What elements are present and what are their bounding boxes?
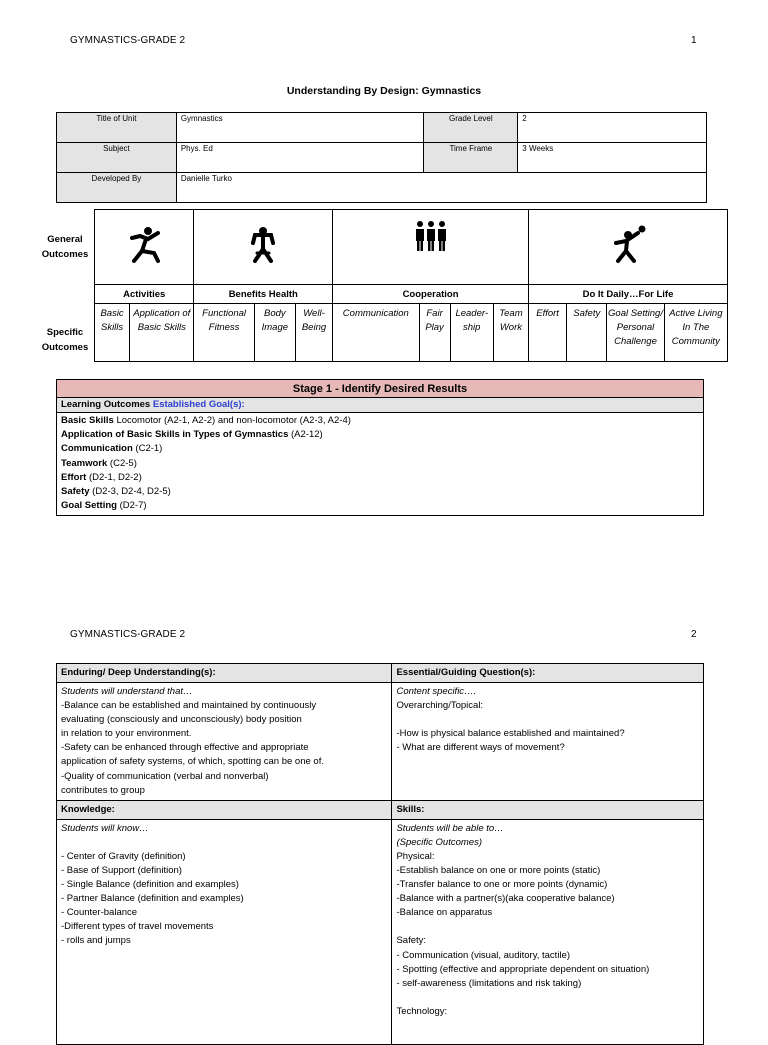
knowledge-line: - Partner Balance (definition and examples) xyxy=(61,893,244,905)
outcome-application-basic-skills: Application of Basic Skills xyxy=(130,304,194,362)
enduring-line: -Quality of communication (verbal and nonverbal) xyxy=(61,770,269,782)
category-benefits-health: Benefits Health xyxy=(194,285,333,304)
enduring-line: -Balance can be established and maintained by continuously xyxy=(61,700,317,712)
category-cooperation: Cooperation xyxy=(333,285,529,304)
goal-title: Teamwork xyxy=(61,457,108,469)
document-title: Understanding By Design: Gymnastics xyxy=(286,85,482,97)
essential-intro: Content specific…. xyxy=(396,686,477,697)
goal-codes: (A2-12) xyxy=(288,429,323,441)
goal-item xyxy=(61,457,699,471)
goal-item xyxy=(61,471,699,485)
goal-codes: (D2-1, D2-2) xyxy=(86,471,142,483)
goals-list xyxy=(57,413,704,516)
enduring-header: Enduring/ Deep Understanding(s): xyxy=(57,664,392,683)
unit-info-table xyxy=(56,112,707,203)
specific-outcomes-label: Specific Outcomes xyxy=(41,327,89,353)
skills-line: - self-awareness (limitations and risk taking) xyxy=(396,977,582,989)
enduring-line: in relation to your environment. xyxy=(61,728,192,740)
goal-codes: (C2-5) xyxy=(107,457,137,469)
outcome-functional-fitness: Functional Fitness xyxy=(194,304,254,362)
stage1-table xyxy=(56,379,704,516)
enduring-cell xyxy=(57,683,392,801)
outcome-effort: Effort xyxy=(529,304,567,362)
knowledge-line: - Single Balance (definition and examples) xyxy=(61,879,239,891)
knowledge-cell xyxy=(57,819,392,1044)
page2-header-title: GYMNASTICS-GRADE 2 xyxy=(70,629,186,640)
category-activities: Activities xyxy=(95,285,194,304)
subject-label: Subject xyxy=(57,143,177,173)
essential-line: Overarching/Topical: xyxy=(396,700,484,712)
skills-intro: Students will be able to… xyxy=(396,822,504,834)
essential-cell xyxy=(392,683,704,801)
enduring-line: application of safety systems, of which, spotting can be one of. xyxy=(61,756,324,768)
skills-line: -Establish balance on one or more points (static) xyxy=(396,865,601,877)
page-number: 1 xyxy=(691,35,697,46)
skills-line: - Communication (visual, auditory, tactile) xyxy=(396,949,570,961)
essential-header: Essential/Guiding Question(s): xyxy=(392,664,704,683)
goal-title: Basic Skills xyxy=(61,415,114,426)
essential-line xyxy=(396,713,699,727)
lifting-figure-icon xyxy=(194,210,333,285)
skills-intro-sub: (Specific Outcomes) xyxy=(396,836,482,848)
skills-line xyxy=(396,991,699,1005)
goal-item xyxy=(61,485,699,499)
outcome-body-image: Body Image xyxy=(254,304,295,362)
page2-number: 2 xyxy=(691,629,697,640)
learning-outcomes-header xyxy=(57,398,704,413)
knowledge-line: - Counter-balance xyxy=(61,907,138,919)
outcome-active-living: Active Living In The Community xyxy=(664,304,727,362)
running-figure-icon xyxy=(95,210,194,285)
outcome-team-work: Team Work xyxy=(493,304,528,362)
timeframe-value: 3 Weeks xyxy=(518,143,707,173)
group-figures-icon xyxy=(333,210,529,285)
essential-line: - What are different ways of movement? xyxy=(396,742,565,754)
subject-value: Phys. Ed xyxy=(176,143,424,173)
understanding-table xyxy=(56,663,704,1045)
goal-title: Goal Setting xyxy=(61,500,117,512)
knowledge-line: - rolls and jumps xyxy=(61,935,131,947)
outcome-safety: Safety xyxy=(567,304,607,362)
skills-header: Skills: xyxy=(392,800,704,819)
knowledge-line: - Center of Gravity (definition) xyxy=(61,850,186,862)
outcome-communication: Communication xyxy=(333,304,419,362)
goal-title: Safety xyxy=(61,486,90,498)
title-value: Gymnastics xyxy=(176,113,424,143)
skills-line: Safety: xyxy=(396,935,427,947)
skills-line: -Transfer balance to one or more points (dynamic) xyxy=(396,879,608,891)
goal-item xyxy=(61,414,699,428)
established-goals-label: Established Goal(s): xyxy=(152,399,245,410)
goal-codes: (C2-1) xyxy=(132,443,163,455)
enduring-line: contributes to group xyxy=(61,784,145,796)
general-outcomes-label: General Outcomes xyxy=(41,234,89,260)
outcome-goal-setting: Goal Setting/ Personal Challenge xyxy=(607,304,664,362)
goal-item xyxy=(61,442,699,456)
grade-label: Grade Level xyxy=(424,113,518,143)
enduring-line: evaluating (consciously and unconsciously) body position xyxy=(61,714,302,726)
stage1-title: Stage 1 - Identify Desired Results xyxy=(57,380,704,398)
skills-line: Physical: xyxy=(396,850,435,862)
goal-title: Application of Basic Skills in Types of Gymnastics xyxy=(61,429,289,441)
goal-item xyxy=(61,499,699,513)
outcome-fair-play: Fair Play xyxy=(419,304,450,362)
outcome-leadership: Leader-ship xyxy=(450,304,493,362)
developed-value: Danielle Turko xyxy=(176,173,706,203)
essential-line: -How is physical balance established and maintained? xyxy=(396,728,625,740)
category-do-it-daily: Do It Daily…For Life xyxy=(529,285,728,304)
goal-codes: Locomotor (A2-1, A2-2) and non-locomotor (A2-3, A2-4) xyxy=(113,415,351,426)
title-label: Title of Unit xyxy=(57,113,177,143)
knowledge-line: - Base of Support (definition) xyxy=(61,864,182,876)
grade-value: 2 xyxy=(518,113,707,143)
outcomes-table xyxy=(94,209,728,362)
goal-item xyxy=(61,428,699,442)
developed-label: Developed By xyxy=(57,173,177,203)
skills-line: -Balance on apparatus xyxy=(396,907,493,919)
skills-line: Technology: xyxy=(396,1005,448,1017)
goal-title: Effort xyxy=(61,471,87,483)
skills-line: - Spotting (effective and appropriate dependent on situation) xyxy=(396,963,650,975)
outcome-well-being: Well-Being xyxy=(295,304,332,362)
knowledge-intro: Students will know… xyxy=(61,822,149,834)
learning-outcomes-label: Learning Outcomes xyxy=(61,399,151,410)
enduring-intro: Students will understand that… xyxy=(61,686,193,697)
knowledge-header: Knowledge: xyxy=(57,800,392,819)
knowledge-line xyxy=(61,836,387,850)
skills-line: -Balance with a partner(s)(aka cooperative balance) xyxy=(396,893,615,905)
knowledge-line: -Different types of travel movements xyxy=(61,921,214,933)
enduring-line: -Safety can be enhanced through effective and appropriate xyxy=(61,742,309,754)
skills-cell xyxy=(392,819,704,1044)
skills-line xyxy=(396,920,699,934)
goal-title: Communication xyxy=(61,443,133,455)
page-header-title: GYMNASTICS-GRADE 2 xyxy=(70,35,186,46)
timeframe-label: Time Frame xyxy=(424,143,518,173)
goal-codes: (D2-7) xyxy=(116,500,147,512)
outcome-basic-skills: Basic Skills xyxy=(95,304,130,362)
goal-codes: (D2-3, D2-4, D2-5) xyxy=(89,486,171,498)
throwing-figure-icon xyxy=(529,210,728,285)
